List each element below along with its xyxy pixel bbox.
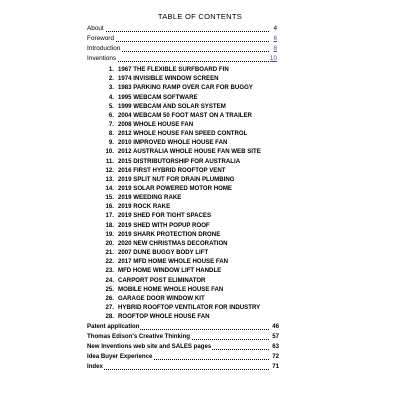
toc-entry-label: Inventions — [87, 55, 117, 62]
invention-title: 2017 MFD HOME WHOLE HOUSE FAN — [118, 258, 229, 266]
toc-entry-label: Patent application — [87, 323, 140, 331]
invention-item[interactable] — [100, 240, 228, 248]
invention-number: 17. — [105, 212, 114, 220]
invention-title: 2015 DISTRIBUTORSHIP FOR AUSTRALIA — [118, 157, 241, 165]
toc-entry-patent-application[interactable] — [87, 323, 279, 331]
invention-number: 6. — [108, 111, 114, 119]
invention-title: 2008 WHOLE HOUSE FAN — [118, 120, 194, 128]
invention-number: 16. — [105, 203, 114, 211]
invention-number: 24. — [105, 276, 114, 284]
invention-title: 2010 IMPROVED WHOLE HOUSE FAN — [118, 139, 228, 147]
toc-entry-introduction[interactable] — [87, 45, 277, 53]
invention-item[interactable] — [100, 249, 208, 257]
invention-item[interactable] — [100, 203, 170, 211]
invention-title: 1974 INVISIBLE WINDOW SCREEN — [118, 75, 219, 83]
invention-item[interactable] — [100, 267, 221, 275]
invention-number: 12. — [105, 166, 114, 174]
invention-number: 18. — [105, 221, 114, 229]
toc-entry-label: Introduction — [87, 45, 121, 52]
invention-title: 2012 AUSTRALIA WHOLE HOUSE FAN WEB SITE — [118, 148, 261, 156]
invention-item[interactable] — [100, 222, 210, 230]
invention-title: 1999 WEBCAM AND SOLAR SYSTEM — [118, 102, 226, 110]
invention-item[interactable] — [100, 75, 219, 83]
invention-number: 21. — [105, 249, 114, 256]
invention-number: 19. — [105, 230, 114, 238]
invention-item[interactable] — [100, 112, 252, 120]
toc-entry-index[interactable] — [87, 363, 279, 371]
toc-entry-idea-buyer[interactable] — [87, 353, 279, 361]
dot-leader — [87, 369, 269, 370]
invention-title: MOBILE HOME WHOLE HOUSE FAN — [118, 285, 224, 293]
toc-entry-about[interactable] — [87, 25, 277, 33]
invention-item[interactable] — [100, 139, 227, 147]
toc-entry-label: About — [87, 25, 104, 32]
invention-item[interactable] — [100, 286, 223, 294]
toc-entry-page: 46 — [272, 323, 279, 331]
invention-title: MFD HOME WINDOW LIFT HANDLE — [118, 267, 222, 275]
toc-entry-page: 63 — [272, 343, 279, 351]
invention-number: 23. — [105, 267, 114, 275]
toc-title: TABLE OF CONTENTS — [157, 12, 243, 21]
invention-number: 20. — [105, 239, 114, 247]
invention-title: GARAGE DOOR WINDOW KIT — [118, 294, 205, 302]
invention-number: 8. — [108, 130, 114, 138]
invention-number: 11. — [105, 157, 114, 165]
invention-number: 3. — [108, 84, 114, 92]
invention-number: 26. — [105, 294, 114, 302]
invention-number: 2. — [108, 75, 114, 83]
toc-entry-foreword[interactable] — [87, 35, 277, 43]
toc-entry-page: 57 — [272, 333, 279, 341]
toc-entry-inventions[interactable] — [87, 55, 277, 63]
invention-number: 7. — [108, 120, 114, 128]
invention-title: ROOFTOP WHOLE HOUSE FAN — [118, 313, 210, 321]
invention-title: 2019 SOLAR POWERED MOTOR HOME — [118, 184, 232, 192]
toc-entry-label: Idea Buyer Experience — [87, 353, 153, 361]
invention-number: 14. — [105, 184, 114, 192]
toc-entry-edison[interactable] — [87, 333, 279, 341]
invention-number: 22. — [105, 258, 114, 266]
toc-entry-page: 71 — [272, 363, 279, 371]
toc-entry-label: Foreword — [87, 35, 114, 42]
toc-entry-page-link[interactable]: 6 — [273, 35, 277, 42]
toc-entry-label: New Inventions web site and SALES pages — [87, 343, 212, 351]
invention-title: 2012 WHOLE HOUSE FAN SPEED CONTROL — [118, 130, 248, 138]
toc-entry-page-link[interactable]: 10 — [269, 55, 277, 62]
invention-title: 2004 WEBCAM 50 FOOT MAST ON A TRAILER — [118, 111, 252, 119]
invention-title: 2019 SHED WITH POPUP ROOF — [118, 221, 210, 229]
invention-number: 25. — [105, 285, 114, 293]
invention-title: 1967 THE FLEXIBLE SURFBOARD FIN — [118, 66, 229, 73]
dot-leader — [87, 31, 269, 32]
invention-number: 9. — [108, 139, 114, 147]
invention-title: 2016 FIRST HYBRID ROOFTOP VENT — [118, 166, 226, 174]
invention-item[interactable] — [100, 194, 181, 202]
toc-entry-page: 4 — [273, 25, 277, 32]
invention-number: 10. — [105, 148, 114, 156]
invention-number: 27. — [105, 303, 114, 311]
invention-item[interactable] — [100, 185, 232, 193]
invention-item[interactable] — [100, 103, 226, 111]
invention-item[interactable] — [100, 94, 198, 102]
toc-entry-label: Index — [87, 363, 103, 371]
invention-item[interactable] — [100, 66, 229, 74]
invention-item[interactable] — [100, 84, 253, 92]
toc-entry-web-site[interactable] — [87, 343, 279, 351]
invention-item[interactable] — [100, 148, 261, 156]
invention-title: 1995 WEBCAM SOFTWARE — [118, 93, 198, 101]
invention-item[interactable] — [100, 167, 225, 175]
invention-item[interactable] — [100, 231, 220, 239]
invention-item[interactable] — [100, 121, 193, 129]
invention-number: 28. — [105, 313, 114, 321]
invention-title: 2019 SPLIT NUT FOR DRAIN PLUMBING — [118, 175, 235, 183]
invention-item[interactable] — [100, 313, 210, 321]
invention-title: 2007 DUNE BUGGY BODY LIFT — [118, 249, 209, 256]
invention-title: 2019 SHED FOR TIGHT SPACES — [118, 212, 212, 220]
invention-title: 2020 NEW CHRISTMAS DECORATION — [118, 239, 228, 247]
invention-title: 1983 PARKING RAMP OVER CAR FOR BUGGY — [118, 84, 253, 92]
toc-entry-label: Thomas Edison's Creative Thinking — [87, 333, 191, 341]
invention-number: 1. — [108, 66, 114, 73]
invention-item[interactable] — [100, 304, 260, 312]
invention-title: 2019 ROCK RAKE — [118, 203, 171, 211]
invention-title: 2019 WEEDING RAKE — [118, 194, 182, 202]
invention-item[interactable] — [100, 277, 205, 285]
invention-title: CARPORT POST ELIMINATOR — [118, 276, 206, 284]
invention-item[interactable] — [100, 212, 211, 220]
invention-item[interactable] — [100, 176, 234, 184]
invention-number: 5. — [108, 102, 114, 110]
invention-item[interactable] — [100, 258, 228, 266]
invention-number: 4. — [108, 93, 114, 101]
invention-item[interactable] — [100, 130, 247, 138]
invention-title: HYBRID ROOFTOP VENTILATOR FOR INDUSTRY — [118, 303, 261, 311]
toc-entry-page-link[interactable]: 8 — [273, 45, 277, 52]
invention-number: 13. — [105, 175, 114, 183]
invention-item[interactable] — [100, 158, 240, 166]
invention-number: 15. — [105, 194, 114, 202]
invention-title: 2019 SHARK PROTECTION DRONE — [118, 230, 221, 238]
toc-entry-page: 72 — [272, 353, 279, 361]
invention-item[interactable] — [100, 295, 205, 303]
